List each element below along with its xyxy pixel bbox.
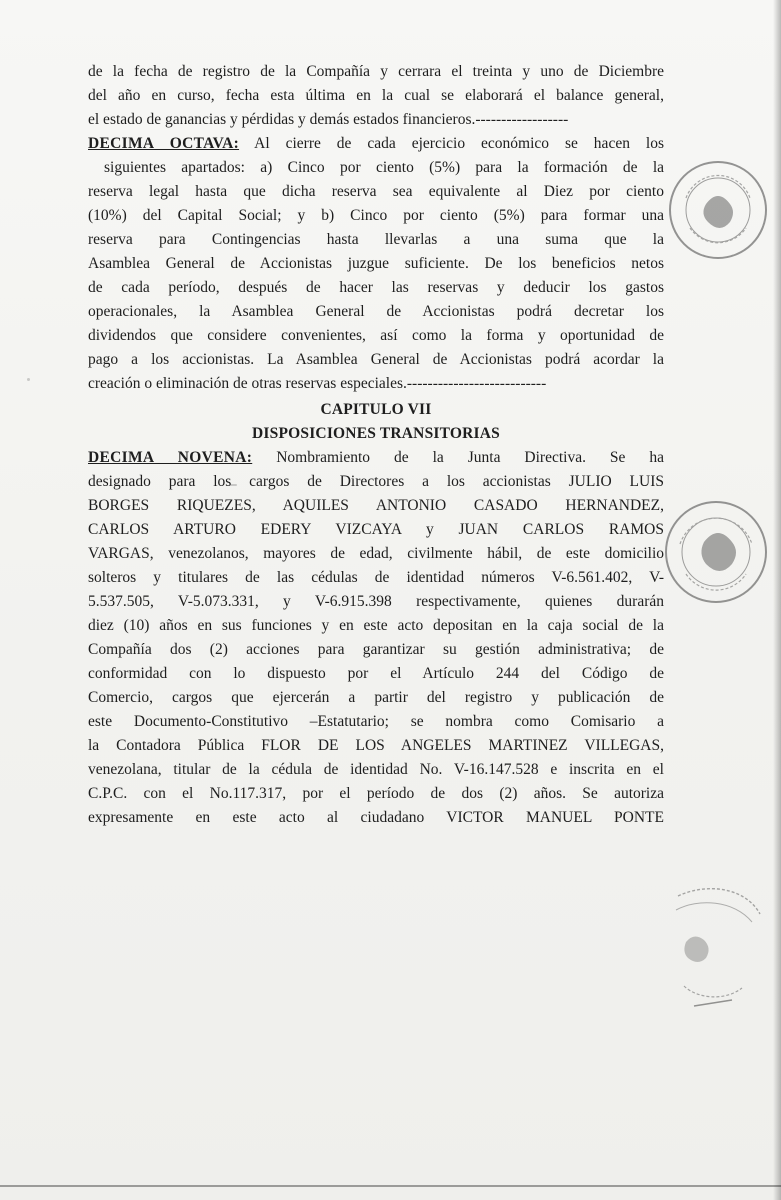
text-line: expresamente en este acto al ciudadano VICTOR MANUEL PONTE bbox=[88, 809, 664, 826]
text-line: operacionales, la Asamblea General de Accionistas podrá decretar los bbox=[88, 303, 664, 320]
seal-icon bbox=[666, 158, 770, 262]
text-line: Comercio, cargos que ejercerán a partir del registro y publicación de bbox=[88, 689, 664, 706]
text-line: Compañía dos (2) acciones para garantizar su gestión administrativa; de bbox=[88, 641, 664, 658]
text-line: CARLOS ARTURO EDERY VIZCAYA y JUAN CARLOS RAMOS bbox=[88, 521, 664, 538]
clause-heading-decima-novena: DECIMA NOVENA: bbox=[88, 449, 253, 466]
chapter-title: CAPITULO VII bbox=[320, 401, 432, 418]
text-line: la Contadora Pública FLOR DE LOS ANGELES MARTINEZ VILLEGAS, bbox=[88, 737, 664, 754]
registry-seal-stamp-partial bbox=[668, 880, 764, 1020]
text-line: reserva para Contingencias hasta llevarlas a una suma que la bbox=[88, 231, 664, 248]
page-edge-shadow bbox=[773, 0, 781, 1200]
text-line: dividendos que considere convenientes, así como la forma y oportunidad de bbox=[88, 327, 664, 344]
chapter-subtitle: DISPOSICIONES TRANSITORIAS bbox=[252, 425, 500, 442]
text-line: del año en curso, fecha esta última en la cual se elaborará el balance general, bbox=[88, 87, 664, 104]
text-line: de cada período, después de hacer las reservas y deducir los gastos bbox=[88, 279, 664, 296]
text-line: 5.537.505, V-5.073.331, y V-6.915.398 respectivamente, quienes durarán bbox=[88, 593, 664, 610]
text-line: diez (10) años en sus funciones y en este acto depositan en la caja social de la bbox=[88, 617, 664, 634]
text-line: BORGES RIQUEZES, AQUILES ANTONIO CASADO HERNANDEZ, bbox=[88, 497, 664, 514]
registry-seal-stamp bbox=[662, 498, 770, 606]
text-line: el estado de ganancias y pérdidas y demás estados financieros.------------------ bbox=[88, 111, 569, 128]
clause-text: Al cierre de cada ejercicio económico se hacen los bbox=[254, 135, 664, 152]
text-line: reserva legal hasta que dicha reserva sea equivalente al Diez por ciento bbox=[88, 183, 664, 200]
text-line: venezolana, titular de la cédula de identidad No. V-16.147.528 e inscrita en el bbox=[88, 761, 664, 778]
text-line: pago a los accionistas. La Asamblea General de Accionistas podrá acordar la bbox=[88, 351, 664, 368]
text-line: conformidad con lo dispuesto por el Artículo 244 del Código de bbox=[88, 665, 664, 682]
text-line: solteros y titulares de las cédulas de identidad números V-6.561.402, V- bbox=[88, 569, 664, 586]
text-line: designado para los cargos de Directores a los accionistas JULIO LUIS bbox=[88, 473, 664, 490]
text-line: creación o eliminación de otras reservas especiales.--------------------------- bbox=[88, 375, 547, 392]
clause-text: Nombramiento de la Junta Directiva. Se ha bbox=[276, 449, 664, 466]
seal-icon bbox=[662, 498, 770, 606]
text-line: siguientes apartados: a) Cinco por ciento (5%) para la formación de la bbox=[104, 159, 664, 176]
clause-decima-novena-line bbox=[88, 446, 664, 470]
text-line: Asamblea General de Accionistas juzgue suficiente. De los beneficios netos bbox=[88, 255, 664, 272]
text-line: (10%) del Capital Social; y b) Cinco por ciento (5%) para formar una bbox=[88, 207, 664, 224]
scan-bottom-edge bbox=[0, 1185, 781, 1187]
clause-decima-octava-line bbox=[88, 132, 664, 156]
clause-heading-decima-octava: DECIMA OCTAVA: bbox=[88, 135, 240, 152]
text-line: de la fecha de registro de la Compañía y cerrara el treinta y uno de Diciembre bbox=[88, 63, 664, 80]
text-line: C.P.C. con el No.117.317, por el período de dos (2) años. Se autoriza bbox=[88, 785, 664, 802]
text-line: VARGAS, venezolanos, mayores de edad, civilmente hábil, de este domicilio bbox=[88, 545, 664, 562]
seal-icon bbox=[668, 880, 764, 1020]
text-line: este Documento-Constitutivo –Estatutario; se nombra como Comisario a bbox=[88, 713, 664, 730]
document-body bbox=[88, 60, 664, 830]
scan-speck bbox=[27, 378, 30, 381]
registry-seal-stamp bbox=[666, 158, 770, 262]
